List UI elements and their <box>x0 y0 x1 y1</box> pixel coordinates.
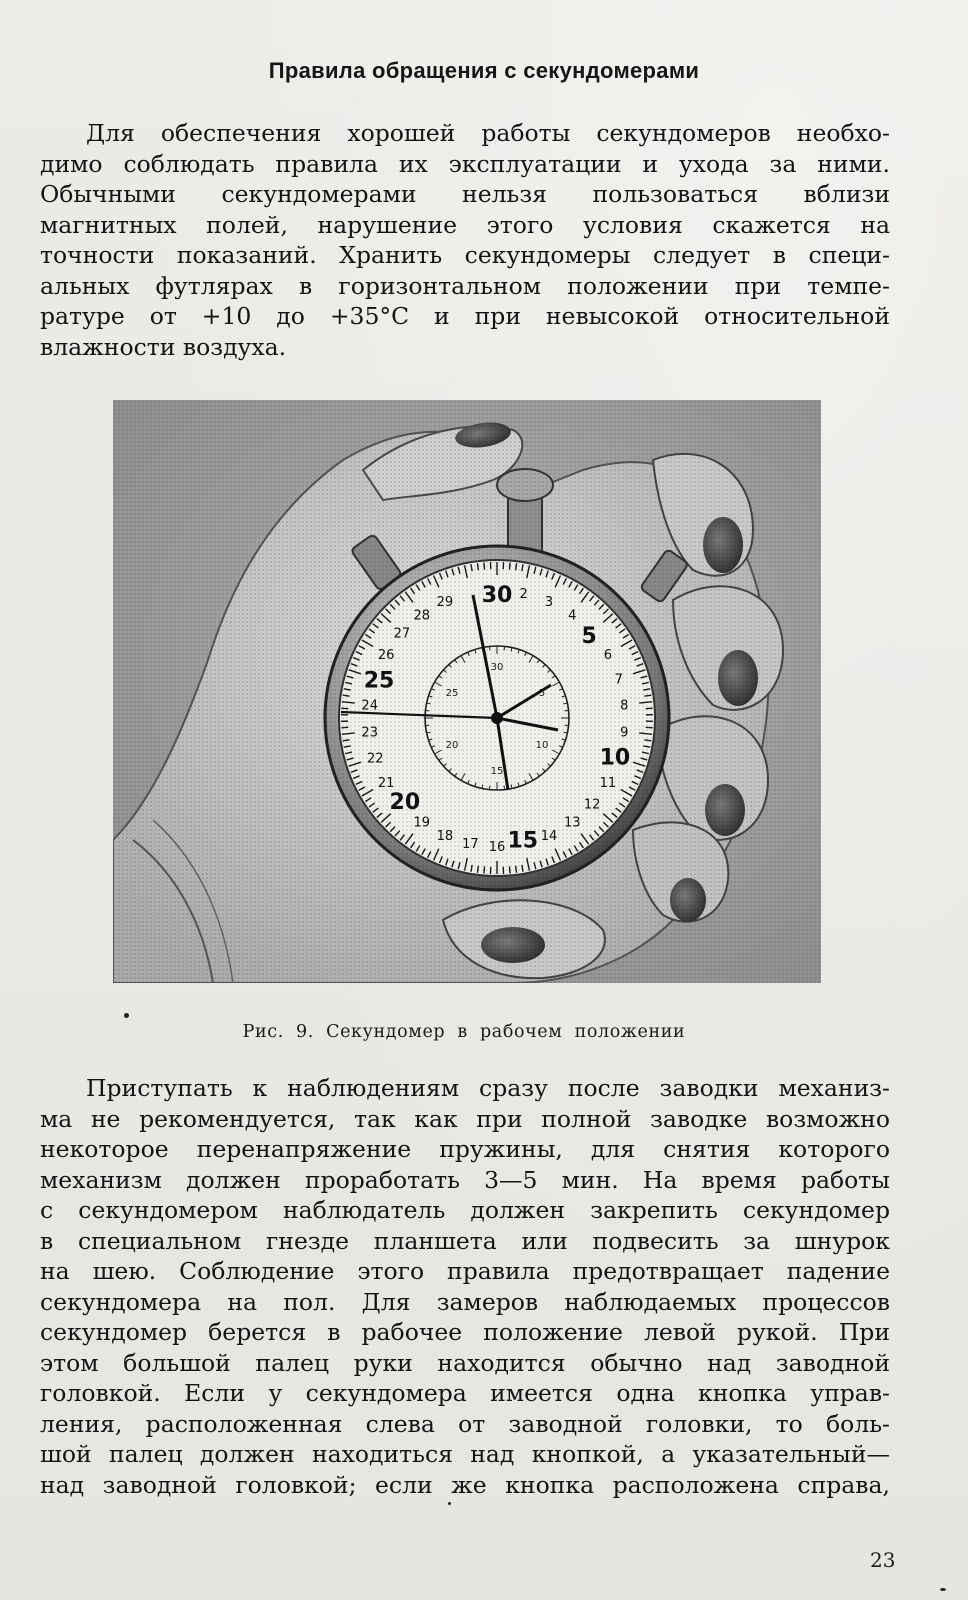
text-line: ма не рекомендуется, так как при полной заводке возможно <box>40 1104 890 1133</box>
text-line: димо соблюдать правила их эксплуатации и ухода за ними. <box>40 149 890 178</box>
print-speck <box>124 1013 129 1018</box>
text-line: на шею. Соблюдение этого правила предотвращает падение <box>40 1257 890 1285</box>
figure-caption: Рис. 9. Секундомер в рабочем положении <box>242 1022 686 1042</box>
section-heading: Правила обращения с секундомерами <box>268 58 700 83</box>
text-line: головкой. Если у секундомера имеется одна кнопка управ- <box>40 1379 890 1407</box>
paragraph-storage-rules <box>40 118 890 362</box>
text-line: этом большой палец руки находится обычно над заводной <box>40 1348 890 1377</box>
print-speck <box>940 1588 946 1591</box>
text-line: Приступать к наблюдениям сразу после заводки механиз- <box>86 1074 890 1102</box>
page-number: 23 <box>870 1548 896 1572</box>
text-line: секундомер берется в рабочее положение левой рукой. При <box>40 1318 890 1346</box>
text-line: Для обеспечения хорошей работы секундомеров необхо- <box>86 119 890 147</box>
text-line: некоторое перенапряжение пружины, для снятия которого <box>40 1135 890 1163</box>
text-line: ления, расположенная слева от заводной головки, то боль- <box>40 1409 890 1438</box>
paragraph-usage-rules <box>40 1073 890 1500</box>
text-line: с секундомером наблюдатель должен закрепить секундомер <box>40 1196 890 1224</box>
text-line: ратуре от +10 до +35°С и при невысокой относительной <box>40 302 890 330</box>
stopwatch-photo <box>113 400 821 983</box>
print-speck <box>448 1502 451 1505</box>
text-line: механизм должен проработать 3—5 мин. На время работы <box>40 1165 890 1194</box>
text-line: альных футлярах в горизонтальном положении при темпе- <box>40 271 890 300</box>
text-line: точности показаний. Хранить секундомеры следует в специ- <box>40 241 890 269</box>
text-line: шой палец должен находиться над кнопкой, а указательный— <box>40 1440 890 1468</box>
text-line: секундомера на пол. Для замеров наблюдаемых процессов <box>40 1287 890 1316</box>
text-line: влажности воздуха. <box>40 332 287 361</box>
text-line: над заводной головкой; если же кнопка расположена справа, <box>40 1470 890 1499</box>
text-line: Обычными секундомерами нельзя пользоваться вблизи <box>40 180 890 208</box>
text-line: магнитных полей, нарушение этого условия скажется на <box>40 210 890 239</box>
text-line: в специальном гнезде планшета или подвесить за шнурок <box>40 1226 890 1255</box>
